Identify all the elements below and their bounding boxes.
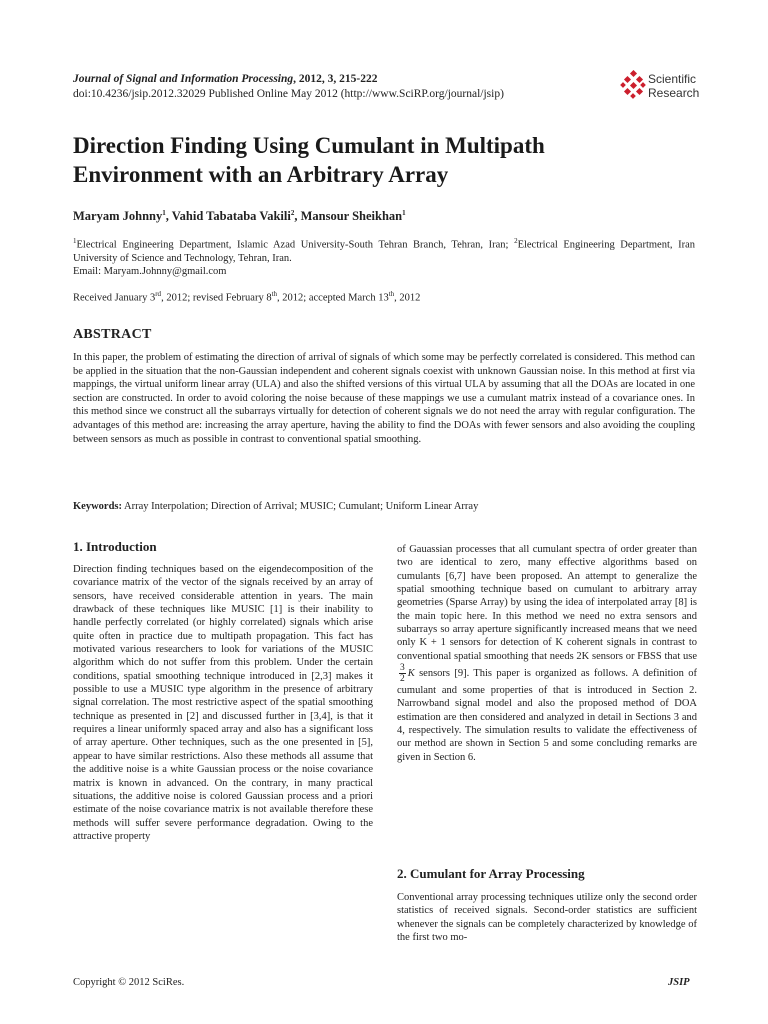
column-right-text [397,543,697,764]
affiliations [73,235,695,278]
journal-issue: , 2012, 3, 215-222 [293,73,378,85]
ordinal-suffix: th [388,290,395,298]
paragraph: Conventional array processing techniques utilize only the second order statistics of received signals. Second-order statistics are sufficient whenever the signals can be completely characterized by knowledge of the first two mo- [397,892,697,944]
email: Email: Maryam.Johnny@gmail.com [73,265,227,277]
title-line2: Environment with an Arbitrary Array [73,162,449,187]
revised-date: , 2012; revised February 8 [161,292,272,304]
ordinal-suffix: th [271,290,278,298]
affiliation-text [73,235,695,265]
keywords [73,501,478,512]
fraction [399,663,406,684]
abstract-heading: ABSTRACT [73,327,152,342]
paragraph [397,543,697,764]
column-left-text [73,563,373,843]
author-affil-mark: 1 [402,209,406,217]
journal-name: Journal of Signal and Information Processing [73,73,294,85]
section-heading-cumulant: 2. Cumulant for Array Processing [397,866,585,881]
affiliation-2: Electrical Engineering Department, Iran University of Science and Technology, Tehran, Iran. [73,239,695,264]
paragraph: Direction finding techniques based on the eigendecomposition of the covariance matrix of the vector of the signals received by an array of sensors, have received considerable attention in years. The main drawback of these techniques like MUSIC [1] is their inability to handle perfectly correlated (or highly correlated) signals which arise quite often in practice due to multipath propagation. This fact has motivated various researchers to look for variations of the MUSIC algorithm which do not suffer from this problem. Under the certain conditions, spatial smoothing technique introduced in [2,3] makes it possible to use a MUSIC type algorithm in the presence of arbitrary signal correlation. The most restrictive aspect of the spatial smoothing technique as presented in [2] and discussed further in [3,4], is that it requires a linear uniformly spaced array and also has a significant loss of array aperture. Other techniques, such as the one presented in [5], appear to have similar restrictions. Also these methods all assume that the additive noise is a white Gaussian process or the noise covariance matrix is known in advanced. On the contrary, in many practical situations, the additive noise is colored Gaussian process and a priori estimate of the noise covariance matrix is not available therefore these methods will suffer severe performance degradation. Owing to the attractive property [73,564,373,842]
year: , 2012 [394,292,421,304]
journal-citation [73,72,504,87]
affil-mark: 2 [514,237,518,245]
accepted-date: , 2012; accepted March 13 [277,292,389,304]
affil-mark: 1 [73,237,77,245]
publisher-logo [620,70,720,104]
keywords-list: Array Interpolation; Direction of Arrival; MUSIC; Cumulant; Uniform Linear Array [122,501,479,512]
logo-line1: Scientific [648,72,697,86]
fraction-denominator: 2 [400,674,405,685]
author-name: Maryam Johnny [73,209,163,224]
received-dates [73,290,420,304]
paragraph-part: sensors [9]. This paper is organized as follows. A definition of cumulant and some properties of that is introduced in Section 2. Narrowband signal model and also the proposed method of DOA estimation are then considered and analyzed in detail in Sections 3 and 4, respectively. The simulation results to validate the effectiveness of our method are shown in Section 5 and some concluding remarks are given in Section 6. [397,668,698,763]
math-variable: K [407,668,415,679]
ordinal-suffix: rd [155,290,162,298]
journal-header [73,72,504,102]
author-name: , Vahid Tabataba Vakili [165,209,291,224]
logo-line2: Research [648,86,700,100]
journal-abbreviation: JSIP [668,977,690,988]
keywords-label: Keywords: [73,501,122,512]
copyright: Copyright © 2012 SciRes. [73,977,185,988]
column-right-text-section2 [397,891,697,944]
publisher-logo-icon [620,70,646,100]
author-name: , Mansour Sheikhan [294,209,403,224]
fraction-numerator: 3 [400,663,405,674]
received-date: Received January 3 [73,292,156,304]
title-line1: Direction Finding Using Cumulant in Multipath [73,133,545,158]
paragraph-part: of Gauassian processes that all cumulant spectra of order greater than two are identical to zero, many effective algorithms based on cumulants [6,7] have been proposed. An attempt to generalize the spatial smoothing technique based on cumulant to arbitrary array geometries (Sparse Array) by using the idea of interpolated array [8] is the main topic here. In this method we need no extra sensors and subarrays so array aperture significantly increased means that we need only K + 1 sensors for detection of K coherent signals in contrast to conventional spatial smoothing that needs 2K sensors or FBSS that use [397,544,697,662]
author-affil-mark: 1 [162,209,166,217]
affiliation-1: Electrical Engineering Department, Islamic Azad University-South Tehran Branch, Tehran, Iran; [76,239,515,251]
section-heading-introduction: 1. Introduction [73,539,157,554]
author-affil-mark: 2 [290,209,295,217]
publisher-logo-text [648,72,699,100]
doi-line: doi:10.4236/jsip.2012.32029 Published Online May 2012 (http://www.SciRP.org/journal/jsip) [73,88,504,100]
author-list [73,209,406,224]
abstract-text: In this paper, the problem of estimating the direction of arrival of signals of which some may be perfectly correlated is considered. This method can be applied in the situation that the non-Gaussian independent and coherent signals coexist with unknown Gaussian noise. In this method at first via mappings, the virtual uniform linear array (ULA) and also the shifted versions of this virtual ULA by assuming that all the DOAs are located in one section are constructed. In order to avoid coloring the noise because of these mappings we use a cumulant matrix instead of a covariance ones. In this method since we construct all the subarrays virtually for detection of coherent signals we do not need the array with regular configuration. The advantages of this method are: increasing the array aperture, having the ability to find the DOAs with fewer sensors and also avoiding the coupling between sensors as much as possible in contrast to conventional spatial smoothing. [73,352,695,445]
paper-title [73,131,693,189]
